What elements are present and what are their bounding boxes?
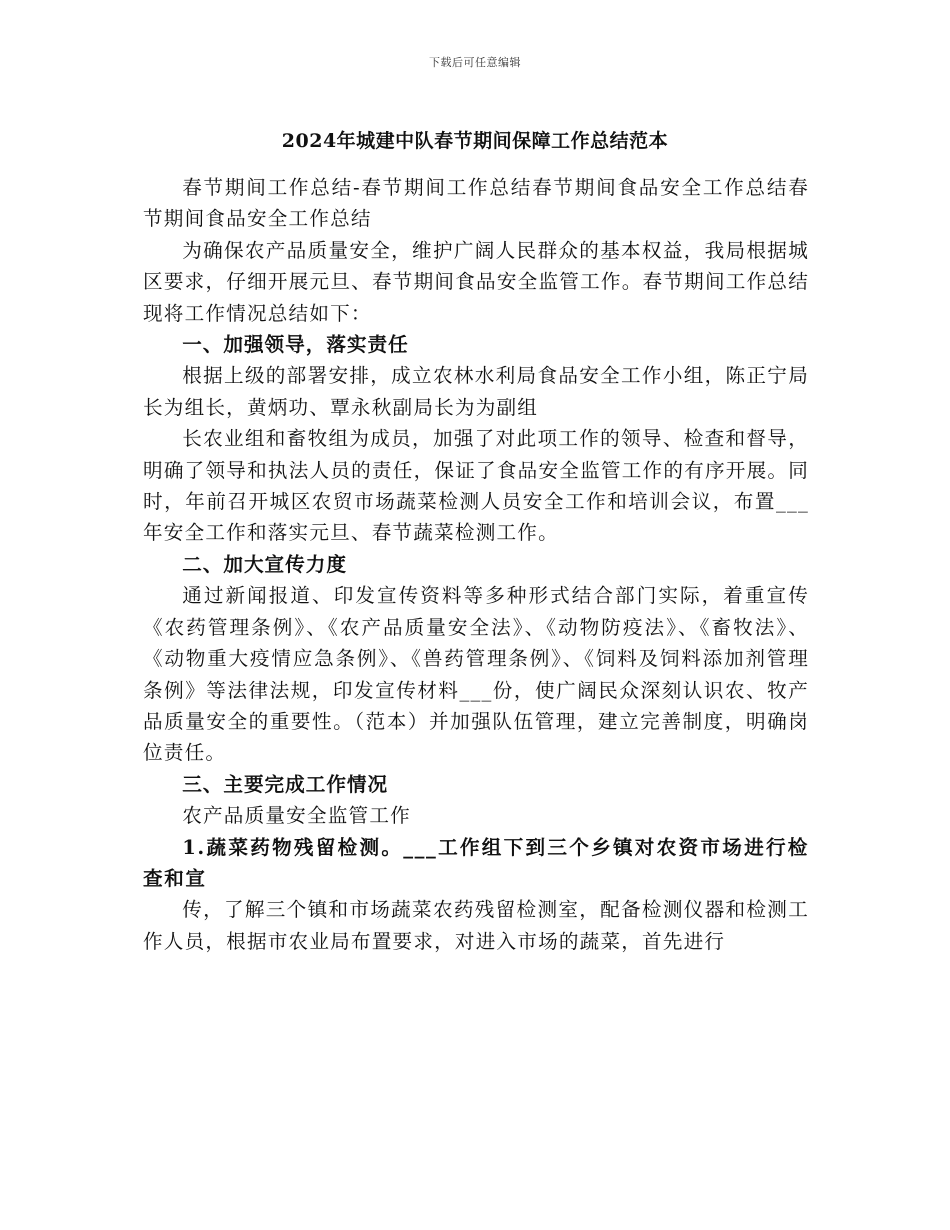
section-heading: 一、加强领导，落实责任 xyxy=(182,333,409,357)
paragraph: 春节期间工作总结-春节期间工作总结春节期间食品安全工作总结春节期间食品安全工作总结 xyxy=(143,176,809,231)
section-heading: 二、加大宣传力度 xyxy=(182,552,347,576)
paragraph: 传，了解三个镇和市场蔬菜农药残留检测室，配备检测仪器和检测工作人员，根据市农业局布置要求，对进入市场的蔬菜，首先进行 xyxy=(143,898,809,953)
document-title: 2024年城建中队春节期间保障工作总结范本 xyxy=(281,130,669,152)
paragraph: 为确保农产品质量安全，维护广阔人民群众的基本权益，我局根据城区要求，仔细开展元旦、春节期间食品安全监管工作。春节期间工作总结现将工作情况总结如下： xyxy=(143,238,809,325)
paragraph: 长农业组和畜牧组为成员，加强了对此项工作的领导、检查和督导，明确了领导和执法人员的责任，保证了食品安全监管工作的有序开展。同时，年前召开城区农贸市场蔬菜检测人员安全工作和培训会议，布置___年安全工作和落实元旦、春节蔬菜检测工作。 xyxy=(143,427,809,545)
header-note: 下载后可任意编辑 xyxy=(429,56,521,69)
subsection-heading: 1.蔬菜药物残留检测。___工作组下到三个乡镇对农资市场进行检查和宣 xyxy=(143,835,809,890)
paragraph: 通过新闻报道、印发宣传资料等多种形式结合部门实际，着重宣传《农药管理条例》、《农产品质量安全法》、《动物防疫法》、《畜牧法》、《动物重大疫情应急条例》、《兽药管理条例》、《饲料及饲料添加剂管理条例》等法律法规，印发宣传材料___份，使广阔民众深刻认识农、牧产品质量安全的重要性。（范本）并加强队伍管理，建立完善制度，明确岗位责任。 xyxy=(143,584,809,765)
paragraph: 根据上级的部署安排，成立农林水利局食品安全工作小组，陈正宁局长为组长，黄炳功、覃永秋副局长为为副组 xyxy=(143,364,809,419)
paragraph: 农产品质量安全监管工作 xyxy=(182,804,411,828)
section-heading: 三、主要完成工作情况 xyxy=(182,772,389,796)
document-body xyxy=(143,172,809,957)
